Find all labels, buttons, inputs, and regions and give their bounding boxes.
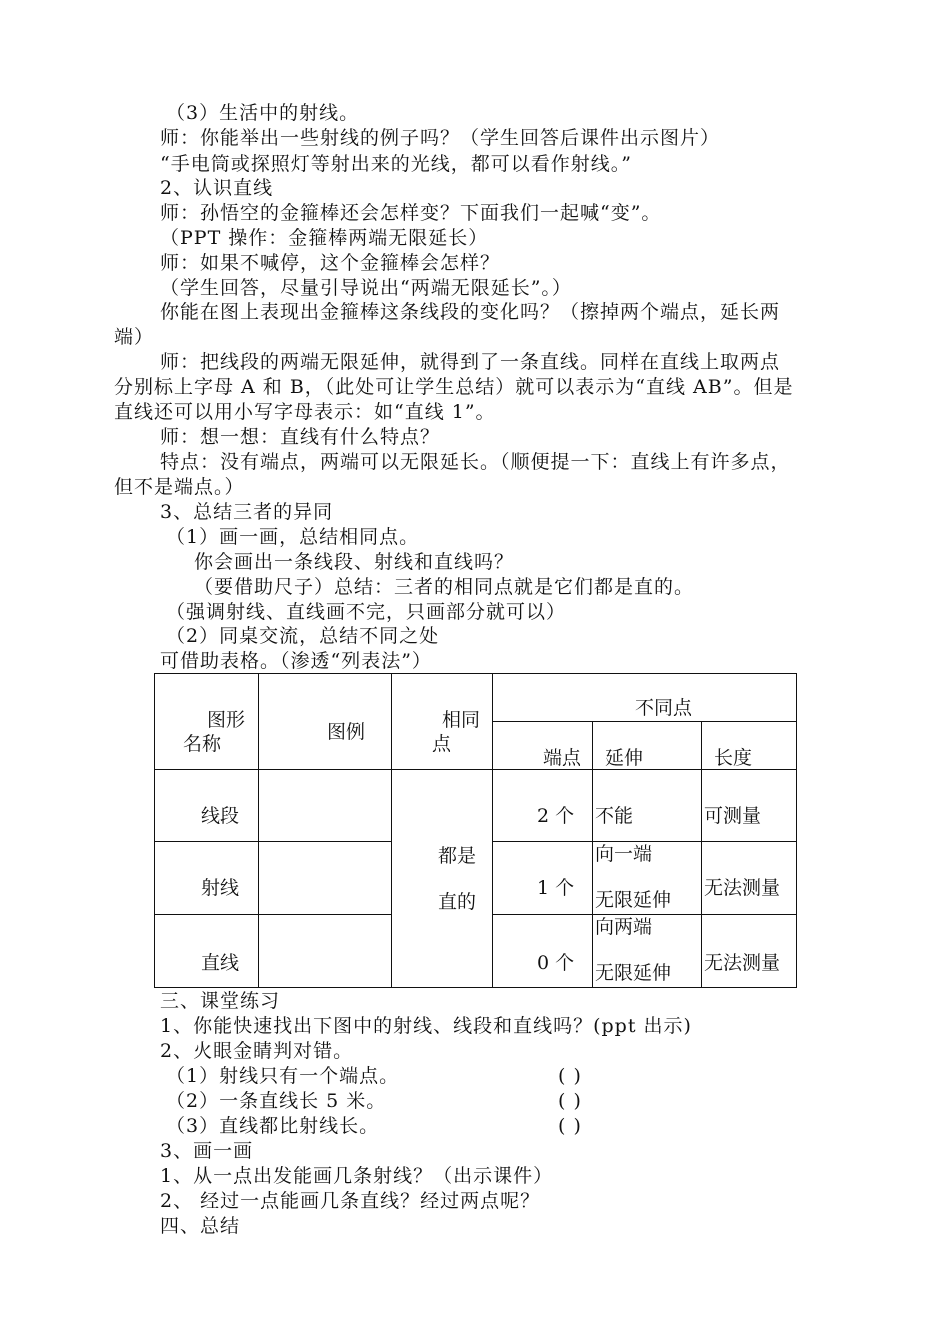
text-line: 2、火眼金睛判对错。 xyxy=(160,1040,354,1062)
header-name-cell xyxy=(155,674,259,770)
row-extend-top: 向一端 xyxy=(595,843,653,865)
text-line: （1）画一画，总结相同点。 xyxy=(166,526,420,548)
row-extend-bottom: 无限延伸 xyxy=(595,889,672,911)
text-line: 师：想一想：直线有什么特点？ xyxy=(160,426,441,448)
text-line: （强调射线、直线画不完，只画部分就可以） xyxy=(166,601,567,623)
text-line: 师：如果不喊停，这个金箍棒会怎样？ xyxy=(160,252,501,274)
row-extend: 不能 xyxy=(595,805,634,827)
header-endpoint: 端点 xyxy=(543,747,582,769)
same-value-cell xyxy=(392,770,493,988)
row-endpoint-cell xyxy=(493,915,593,988)
row-example-cell xyxy=(259,915,392,988)
row-example-cell xyxy=(259,842,392,915)
row-length: 无法测量 xyxy=(704,877,781,899)
quiz-item: （2）一条直线长 5 米。 xyxy=(166,1090,387,1112)
text-line: 可借助表格。（渗透“列表法”） xyxy=(160,650,432,672)
text-line: 直线还可以用小写字母表示：如“直线 1”。 xyxy=(114,401,496,423)
same-value-bottom: 直的 xyxy=(438,891,477,913)
row-example-cell xyxy=(259,770,392,842)
header-name-top: 图形 xyxy=(207,709,246,731)
header-name-bottom: 名称 xyxy=(183,733,222,755)
text-line: 师：孙悟空的金箍棒还会怎样变？下面我们一起喊“变”。 xyxy=(160,202,662,224)
comparison-table xyxy=(154,673,797,988)
answer-parens: ( ) xyxy=(558,1065,582,1087)
text-line: 你能在图上表现出金箍棒这条线段的变化吗？（擦掉两个端点，延长两 xyxy=(160,301,781,323)
header-diff: 不同点 xyxy=(635,697,693,719)
header-same-top: 相同 xyxy=(442,709,481,731)
section-heading: 2、认识直线 xyxy=(160,177,274,199)
header-endpoint-cell xyxy=(493,722,593,770)
section-heading: 3、总结三者的异同 xyxy=(160,501,334,523)
header-diff-cell xyxy=(493,674,797,722)
row-endpoint: 2 个 xyxy=(537,805,575,827)
header-extend: 延伸 xyxy=(605,747,644,769)
row-endpoint-cell xyxy=(493,842,593,915)
row-endpoint: 0 个 xyxy=(537,952,575,974)
text-line: 分别标上字母 A 和 B，（此处可让学生总结）就可以表示为“直线 AB”。但是 xyxy=(114,376,794,398)
row-name-cell xyxy=(155,842,259,915)
header-example-cell xyxy=(259,674,392,770)
row-length: 无法测量 xyxy=(704,952,781,974)
answer-parens: ( ) xyxy=(558,1115,582,1137)
header-extend-cell xyxy=(593,722,702,770)
quiz-item: （3）直线都比射线长。 xyxy=(166,1115,380,1137)
row-endpoint: 1 个 xyxy=(537,877,575,899)
row-name-cell xyxy=(155,770,259,842)
text-line: （2）同桌交流，总结不同之处 xyxy=(166,625,440,647)
header-length-cell xyxy=(702,722,797,770)
row-extend-cell xyxy=(593,770,702,842)
text-line: （要借助尺子）总结：三者的相同点就是它们都是直的。 xyxy=(194,576,695,598)
text-line: （学生回答，尽量引导说出“两端无限延长”。） xyxy=(160,277,572,299)
row-name: 线段 xyxy=(201,805,240,827)
row-length: 可测量 xyxy=(704,805,762,827)
text-line: 特点：没有端点，两端可以无限延长。（顺便提一下：直线上有许多点， xyxy=(160,451,791,473)
text-line: 师：你能举出一些射线的例子吗？（学生回答后课件出示图片） xyxy=(160,127,721,149)
text-line: “手电筒或探照灯等射出来的光线，都可以看作射线。” xyxy=(160,153,632,175)
header-same-bottom: 点 xyxy=(432,733,452,755)
row-length-cell xyxy=(702,770,797,842)
row-name: 直线 xyxy=(201,952,240,974)
header-length: 长度 xyxy=(714,747,753,769)
text-line: （3）生活中的射线。 xyxy=(166,102,360,124)
section-heading: 三、课堂练习 xyxy=(160,990,281,1012)
row-extend-cell xyxy=(593,915,702,988)
text-line: 1、你能快速找出下图中的射线、线段和直线吗？(ppt 出示) xyxy=(160,1015,692,1037)
header-example: 图例 xyxy=(327,721,366,743)
text-line: 师：把线段的两端无限延伸，就得到了一条直线。同样在直线上取两点 xyxy=(160,351,781,373)
answer-parens: ( ) xyxy=(558,1090,582,1112)
row-name: 射线 xyxy=(201,877,240,899)
text-line: 2、 经过一点能画几条直线？经过两点呢？ xyxy=(160,1190,541,1212)
row-extend-cell xyxy=(593,842,702,915)
text-line: 但不是端点。） xyxy=(114,476,245,498)
row-extend-bottom: 无限延伸 xyxy=(595,962,672,984)
quiz-item: （1）射线只有一个端点。 xyxy=(166,1065,400,1087)
text-line: 你会画出一条线段、射线和直线吗？ xyxy=(194,551,515,573)
header-same-cell xyxy=(392,674,493,770)
text-line: （PPT 操作：金箍棒两端无限延长） xyxy=(160,227,489,249)
row-name-cell xyxy=(155,915,259,988)
row-length-cell xyxy=(702,915,797,988)
row-endpoint-cell xyxy=(493,770,593,842)
text-line: 1、从一点出发能画几条射线？（出示课件） xyxy=(160,1165,554,1187)
row-extend-top: 向两端 xyxy=(595,916,653,938)
row-length-cell xyxy=(702,842,797,915)
same-value-top: 都是 xyxy=(438,845,477,867)
text-line: 端） xyxy=(114,326,155,348)
section-heading: 四、总结 xyxy=(160,1215,241,1237)
section-heading: 3、画一画 xyxy=(160,1140,254,1162)
